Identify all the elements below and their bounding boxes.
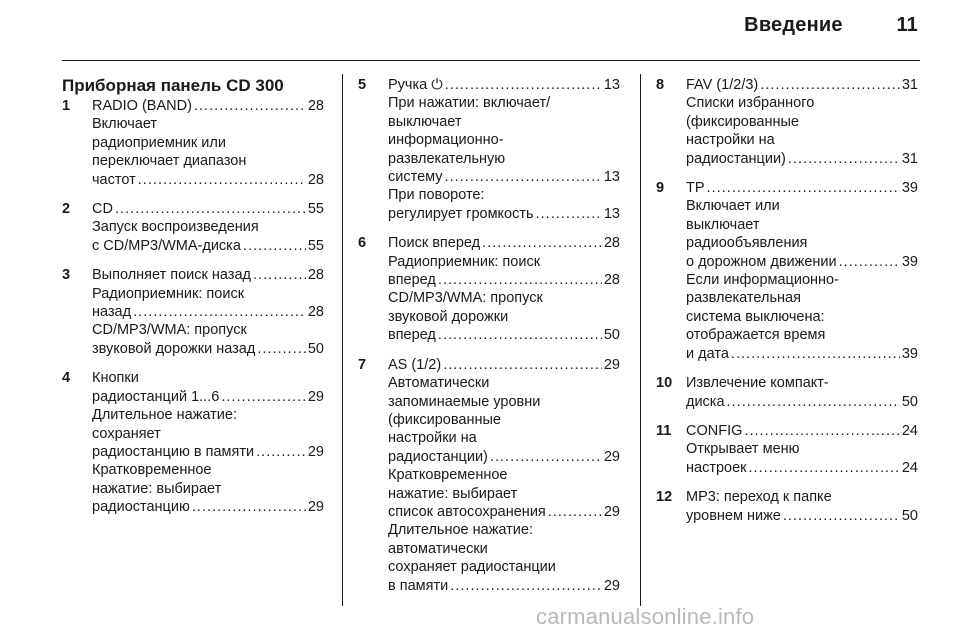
item-line xyxy=(388,466,620,484)
dot-leader xyxy=(221,388,306,406)
index-item xyxy=(358,76,620,223)
page-ref: 29 xyxy=(307,388,324,405)
column-divider xyxy=(640,74,641,606)
item-line xyxy=(686,507,918,525)
item-text: Запуск воспроизведения xyxy=(92,219,259,236)
item-text: При нажатии: включает/ xyxy=(388,95,551,112)
item-text: настройки на xyxy=(388,430,477,447)
item-text: нажатие: выбирает xyxy=(92,480,222,497)
item-text: вперед xyxy=(388,327,436,344)
page-ref: 31 xyxy=(901,77,918,93)
page-ref: 28 xyxy=(603,272,620,289)
index-item xyxy=(62,97,324,189)
item-line xyxy=(388,558,620,576)
dot-leader xyxy=(115,200,306,218)
dot-leader xyxy=(839,253,900,271)
item-line xyxy=(686,271,918,289)
item-text: развлекательная xyxy=(686,290,801,307)
item-text: CD xyxy=(92,201,113,218)
item-text: развлекательную xyxy=(388,150,506,167)
item-line xyxy=(92,285,324,303)
column-2 xyxy=(358,76,620,606)
page-ref: 50 xyxy=(307,340,324,357)
dot-leader xyxy=(536,205,602,223)
item-text: радиостанцию в памяти xyxy=(92,443,255,460)
page-ref: 28 xyxy=(307,98,324,114)
dot-leader xyxy=(731,345,900,363)
item-line xyxy=(686,308,918,326)
item-line xyxy=(686,253,918,271)
item-line xyxy=(388,308,620,326)
page-ref: 55 xyxy=(307,201,324,218)
index-item xyxy=(656,422,918,477)
item-text: CONFIG xyxy=(686,422,743,439)
item-text: радиостанций 1...6 xyxy=(92,388,220,405)
dot-leader xyxy=(138,171,306,189)
item-content xyxy=(686,76,918,168)
item-line xyxy=(92,134,324,152)
item-line xyxy=(388,94,620,112)
item-line xyxy=(388,540,620,558)
page-ref: 29 xyxy=(603,577,620,594)
item-line xyxy=(686,150,918,168)
item-number: 8 xyxy=(656,77,665,93)
item-text: настроек xyxy=(686,459,747,476)
item-line xyxy=(388,577,620,595)
item-text: Кратковременное xyxy=(388,467,508,484)
page-ref: 31 xyxy=(901,150,918,167)
item-text: Если информационно- xyxy=(686,272,839,289)
index-item xyxy=(62,266,324,358)
item-number: 1 xyxy=(62,98,71,114)
item-number: 3 xyxy=(62,267,71,284)
dot-leader xyxy=(707,179,900,197)
item-text: Включает или xyxy=(686,198,780,215)
item-content xyxy=(92,369,324,516)
item-line xyxy=(388,485,620,503)
dot-leader xyxy=(192,498,306,516)
page-ref: 29 xyxy=(603,356,620,373)
item-content xyxy=(686,488,918,525)
item-content xyxy=(388,234,620,344)
item-text: информационно- xyxy=(388,132,504,149)
item-text: TP xyxy=(686,180,705,197)
item-line xyxy=(388,234,620,252)
item-line xyxy=(388,205,620,223)
index-item xyxy=(656,374,918,411)
item-number: 6 xyxy=(358,235,367,252)
item-text: Включает xyxy=(92,116,158,133)
page-ref: 50 xyxy=(901,507,918,524)
item-text: частот xyxy=(92,171,136,188)
item-line xyxy=(686,179,918,197)
item-line xyxy=(92,443,324,461)
item-number: 12 xyxy=(656,489,673,506)
item-number: 2 xyxy=(62,201,71,218)
item-text: Списки избранного xyxy=(686,95,815,112)
dot-leader xyxy=(490,448,602,466)
page-ref: 28 xyxy=(307,267,324,284)
item-line xyxy=(686,488,918,506)
index-item xyxy=(62,200,324,255)
item-text: вперед xyxy=(388,272,436,289)
column-1 xyxy=(62,76,324,528)
index-item xyxy=(656,76,918,168)
item-line xyxy=(388,289,620,307)
item-text: автоматически xyxy=(388,540,488,557)
item-line xyxy=(388,326,620,344)
dot-leader xyxy=(243,237,306,255)
item-line xyxy=(388,76,620,94)
page-ref: 29 xyxy=(307,499,324,516)
page-ref: 13 xyxy=(603,77,620,93)
item-number: 10 xyxy=(656,375,673,392)
item-text: с CD/MP3/WMA-диска xyxy=(92,237,241,254)
item-text: диска xyxy=(686,393,725,410)
item-text: сохраняет xyxy=(92,425,161,442)
item-text: список автосохранения xyxy=(388,503,546,520)
item-line xyxy=(388,150,620,168)
item-text: AS (1/2) xyxy=(388,356,442,373)
item-line xyxy=(686,197,918,215)
item-line xyxy=(686,216,918,234)
item-line xyxy=(388,131,620,149)
dot-leader xyxy=(445,76,602,94)
page-header xyxy=(744,14,918,37)
item-line xyxy=(388,393,620,411)
item-text: радиоприемник или xyxy=(92,134,226,151)
page-ref: 28 xyxy=(603,235,620,252)
item-line xyxy=(686,345,918,363)
item-text: CD/MP3/WMA: пропуск xyxy=(388,290,543,307)
index-item xyxy=(656,179,918,363)
page-ref: 28 xyxy=(307,304,324,321)
dot-leader xyxy=(744,422,899,440)
item-line xyxy=(92,152,324,170)
item-line xyxy=(686,459,918,477)
page-ref: 39 xyxy=(901,180,918,197)
item-text: регулирует громкость xyxy=(388,205,534,222)
item-text: запоминаемые уровни xyxy=(388,393,541,410)
item-line xyxy=(92,498,324,516)
item-line xyxy=(388,429,620,447)
item-text: звуковой дорожки xyxy=(388,308,509,325)
page-ref: 39 xyxy=(901,253,918,270)
header-rule xyxy=(62,60,920,61)
item-text: выключает xyxy=(388,113,462,130)
item-line xyxy=(92,406,324,424)
dot-leader xyxy=(548,503,602,521)
item-line xyxy=(388,448,620,466)
index-item xyxy=(656,488,918,525)
page-number: 11 xyxy=(896,14,918,36)
item-text: радиостанции) xyxy=(388,448,488,465)
item-text: Поиск вперед xyxy=(388,235,481,252)
item-text: CD/MP3/WMA: пропуск xyxy=(92,322,247,339)
dot-leader xyxy=(760,76,900,94)
item-text: в памяти xyxy=(388,577,449,594)
item-content xyxy=(388,356,620,595)
item-text: Выполняет поиск назад xyxy=(92,267,251,284)
section-title: Приборная панель CD 300 xyxy=(62,76,284,95)
dot-leader xyxy=(257,340,306,358)
item-line xyxy=(686,326,918,344)
item-content xyxy=(92,266,324,358)
page-ref: 29 xyxy=(307,443,324,460)
item-text: сохраняет радиостанции xyxy=(388,559,556,576)
item-text: система выключена: xyxy=(686,308,825,325)
item-line xyxy=(92,388,324,406)
item-line xyxy=(92,369,324,387)
index-item xyxy=(358,234,620,344)
item-line xyxy=(388,113,620,131)
item-text: При повороте: xyxy=(388,187,485,204)
item-text: Радиоприемник: поиск xyxy=(92,285,245,302)
item-line xyxy=(686,289,918,307)
page-ref: 50 xyxy=(901,393,918,410)
item-content xyxy=(92,97,324,189)
dot-leader xyxy=(450,577,602,595)
item-line xyxy=(92,480,324,498)
item-text: Извлечение компакт- xyxy=(686,375,829,392)
index-item xyxy=(358,356,620,595)
item-text: (фиксированные xyxy=(686,113,799,130)
item-line xyxy=(686,422,918,440)
item-text: радиостанцию xyxy=(92,499,190,516)
item-text: FAV (1/2/3) xyxy=(686,77,759,93)
item-line xyxy=(388,186,620,204)
item-line xyxy=(92,461,324,479)
dot-leader xyxy=(194,97,306,115)
dot-leader xyxy=(438,271,602,289)
page-ref: 13 xyxy=(603,205,620,222)
item-text: систему xyxy=(388,169,443,186)
item-number: 7 xyxy=(358,356,367,373)
item-text: отображается время xyxy=(686,327,826,344)
item-number: 11 xyxy=(656,422,672,439)
dot-leader xyxy=(788,150,900,168)
dot-leader xyxy=(253,266,306,284)
item-text: выключает xyxy=(686,216,760,233)
item-number: 5 xyxy=(358,77,367,93)
item-line xyxy=(92,321,324,339)
item-line xyxy=(92,171,324,189)
item-text: уровнем ниже xyxy=(686,507,781,524)
item-text: нажатие: выбирает xyxy=(388,485,518,502)
item-line xyxy=(92,237,324,255)
dot-leader xyxy=(445,168,602,186)
dot-leader xyxy=(438,326,602,344)
item-line xyxy=(92,303,324,321)
item-line xyxy=(388,374,620,392)
item-content xyxy=(686,422,918,477)
dot-leader xyxy=(443,356,602,374)
item-line xyxy=(388,521,620,539)
item-text: назад xyxy=(92,304,132,321)
dot-leader xyxy=(749,459,900,477)
item-text: Кратковременное xyxy=(92,462,212,479)
column-divider xyxy=(342,74,343,606)
item-text: настройки на xyxy=(686,132,775,149)
item-line xyxy=(92,200,324,218)
page-ref: 24 xyxy=(901,459,918,476)
item-line xyxy=(92,340,324,358)
page-ref: 29 xyxy=(603,448,620,465)
item-line xyxy=(686,94,918,112)
item-line xyxy=(92,97,324,115)
item-text: о дорожном движении xyxy=(686,253,837,270)
page-ref: 50 xyxy=(603,327,620,344)
item-text: радиостанции) xyxy=(686,150,786,167)
item-text: переключает диапазон xyxy=(92,153,247,170)
item-line xyxy=(388,503,620,521)
item-text: Ручка ⏻ xyxy=(388,77,443,93)
item-text: и дата xyxy=(686,345,729,362)
item-line xyxy=(92,266,324,284)
dot-leader xyxy=(783,507,900,525)
item-line xyxy=(686,374,918,392)
item-text: RADIO (BAND) xyxy=(92,98,192,114)
dot-leader xyxy=(256,443,306,461)
dot-leader xyxy=(133,303,306,321)
item-line xyxy=(686,113,918,131)
page-ref: 29 xyxy=(603,503,620,520)
item-content xyxy=(388,76,620,223)
item-content xyxy=(686,179,918,363)
page-ref: 24 xyxy=(901,422,918,439)
item-text: звуковой дорожки назад xyxy=(92,340,256,357)
dot-leader xyxy=(727,393,900,411)
item-text: (фиксированные xyxy=(388,411,501,428)
item-line xyxy=(686,131,918,149)
item-line xyxy=(92,425,324,443)
item-line xyxy=(388,356,620,374)
item-line xyxy=(686,234,918,252)
item-line xyxy=(686,440,918,458)
item-line xyxy=(686,393,918,411)
item-text: Открывает меню xyxy=(686,441,800,458)
item-text: Кнопки xyxy=(92,370,139,387)
item-line xyxy=(92,115,324,133)
item-line xyxy=(388,271,620,289)
page-ref: 13 xyxy=(603,169,620,186)
page-ref: 55 xyxy=(307,237,324,254)
index-item xyxy=(62,369,324,516)
item-text: Длительное нажатие: xyxy=(388,522,533,539)
item-line xyxy=(686,76,918,94)
item-content xyxy=(92,200,324,255)
item-line xyxy=(388,168,620,186)
item-text: Радиоприемник: поиск xyxy=(388,253,541,270)
page-ref: 39 xyxy=(901,345,918,362)
item-number: 9 xyxy=(656,180,665,197)
page-ref: 28 xyxy=(307,171,324,188)
item-text: MP3: переход к папке xyxy=(686,489,832,506)
item-line xyxy=(92,218,324,236)
column-3 xyxy=(656,76,918,536)
dot-leader xyxy=(482,234,602,252)
item-line xyxy=(388,411,620,429)
watermark: carmanualsonline.info xyxy=(536,604,755,629)
page-title: Введение xyxy=(744,14,843,36)
item-text: Автоматически xyxy=(388,375,490,392)
item-text: Длительное нажатие: xyxy=(92,407,237,424)
item-text: радиообъявления xyxy=(686,235,808,252)
item-number: 4 xyxy=(62,370,71,387)
item-line xyxy=(388,253,620,271)
item-content xyxy=(686,374,918,411)
